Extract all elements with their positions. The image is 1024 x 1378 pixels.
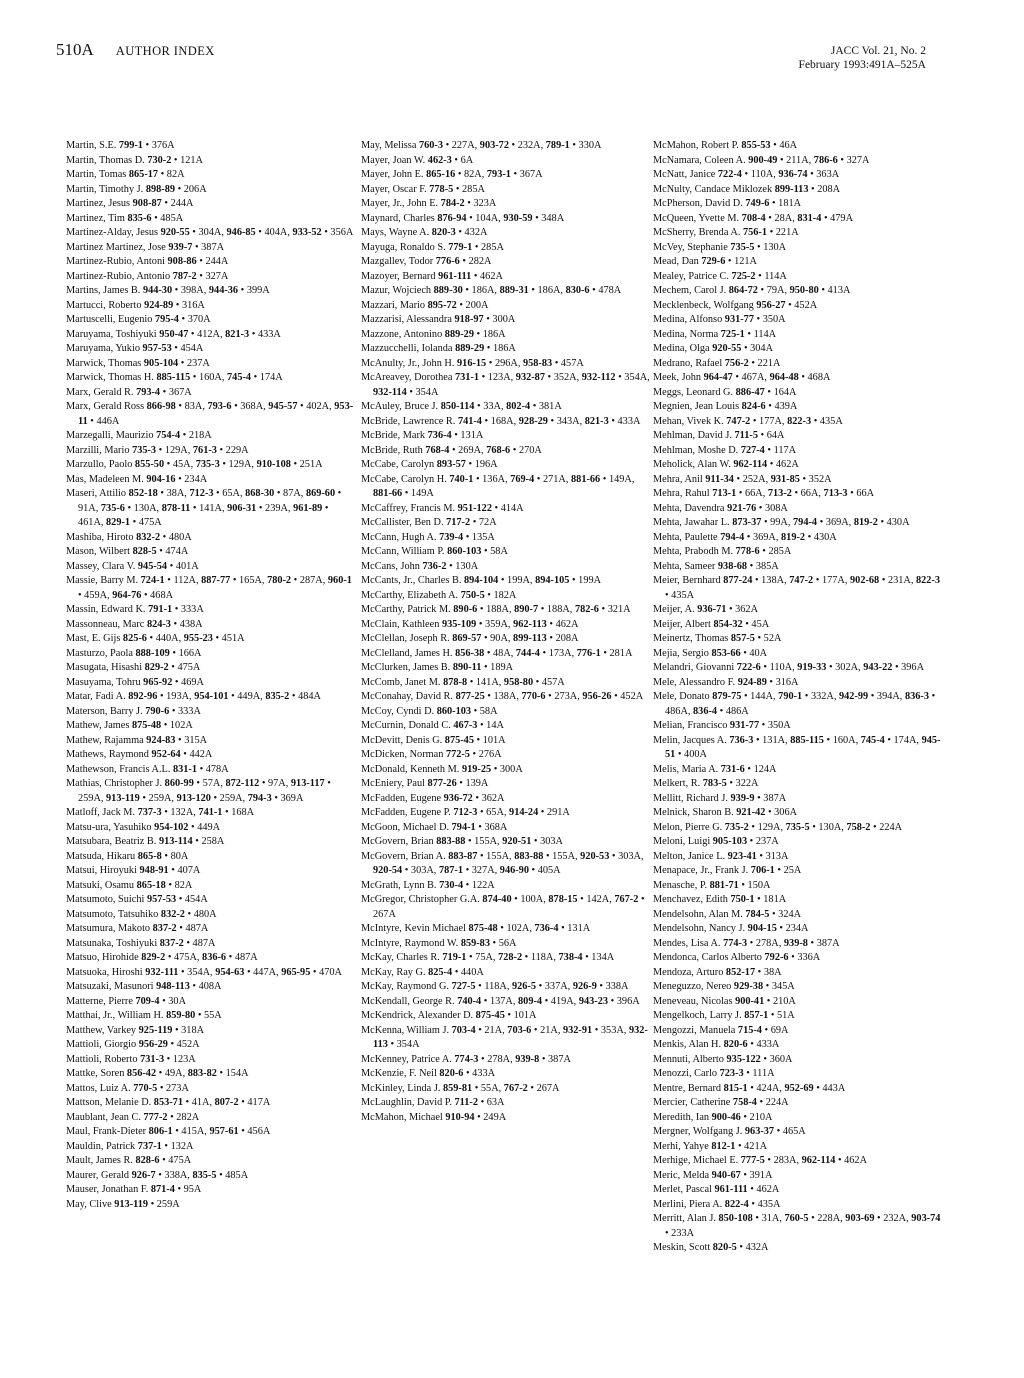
index-entry: Matthew, Varkey 925-119 • 318A (66, 1024, 205, 1036)
index-entry: McEniery, Paul 877-26 • 139A (361, 778, 489, 789)
index-entry: Mehta, Sameer 938-68 • 385A (653, 560, 779, 572)
index-entry: Maynard, Charles 876-94 • 104A, 930-59 • 348A (361, 212, 565, 224)
index-entry: Mennuti, Alberto 935-122 • 360A (653, 1053, 793, 1065)
index-entry: McKenzie, F. Neil 820-6 • 433A (361, 1068, 496, 1079)
index-entry: McCarthy, Elizabeth A. 750-5 • 182A (361, 589, 517, 601)
index-entry: Mattke, Soren 856-42 • 49A, 883-82 • 154A (66, 1068, 249, 1079)
index-entry: Marwick, Thomas 905-104 • 237A (66, 357, 210, 369)
index-entry: Martinez, Tim 835-6 • 485A (66, 212, 184, 224)
index-entry: Mattos, Luiz A. 770-5 • 273A (66, 1082, 189, 1094)
index-entry: Melandri, Giovanni 722-6 • 110A, 919-33 • 302A, 943-22 • 396A (653, 662, 925, 673)
index-entry: Massonneau, Marc 824-3 • 438A (66, 618, 203, 630)
index-entry: McNamara, Coleen A. 900-49 • 211A, 786-6 • 327A (653, 154, 870, 166)
index-entry: Mehlman, Moshe D. 727-4 • 117A (653, 444, 797, 456)
index-entry: Marzilli, Mario 735-3 • 129A, 761-3 • 229A (66, 444, 249, 456)
page-number: 510A (56, 40, 94, 59)
index-entry: Mealey, Patrice C. 725-2 • 114A (653, 270, 787, 282)
index-entry: Mayer, Joan W. 462-3 • 6A (361, 154, 474, 166)
index-entry: Mazoyer, Bernard 961-111 • 462A (361, 270, 503, 282)
index-entry: Matsubara, Beatriz B. 913-114 • 258A (66, 836, 225, 847)
index-entry: Marwick, Thomas H. 885-115 • 160A, 745-4 • 174A (66, 372, 283, 383)
index-entry: McKay, Raymond G. 727-5 • 118A, 926-5 • 337A, 926-9 • 338A (361, 981, 629, 992)
index-entry: Masugata, Hisashi 829-2 • 475A (66, 662, 201, 673)
index-entry: Medina, Alfonso 931-77 • 350A (653, 314, 786, 325)
index-entry: Meredith, Ian 900-46 • 210A (653, 1111, 773, 1123)
index-entry: Mathewson, Francis A.L. 831-1 • 478A (66, 763, 229, 775)
index-entry: McCallister, Ben D. 717-2 • 72A (361, 517, 497, 528)
index-entry: Merhige, Michael E. 777-5 • 283A, 962-114 • 462A (653, 1155, 868, 1166)
index-entry: Martinez-Rubio, Antoni 908-86 • 244A (66, 256, 229, 267)
index-entry: Massin, Edward K. 791-1 • 333A (66, 604, 204, 615)
index-entry: Martinez-Rubio, Antonio 787-2 • 327A (66, 270, 229, 282)
index-entry: McCann, Hugh A. 739-4 • 135A (361, 531, 495, 543)
index-entry: Meggs, Leonard G. 886-47 • 164A (653, 386, 797, 398)
index-entry: Menozzi, Carlo 723-3 • 111A (653, 1068, 775, 1079)
index-entry: Mercier, Catherine 758-4 • 224A (653, 1097, 789, 1108)
index-entry: Matsuda, Hikaru 865-8 • 80A (66, 850, 189, 862)
index-entry: Mergner, Wolfgang J. 963-37 • 465A (653, 1126, 806, 1137)
running-header-left (56, 40, 215, 60)
index-entry: McLaughlin, David P. 711-2 • 63A (361, 1097, 505, 1108)
index-entry: Matsui, Hiroyuki 948-91 • 407A (66, 865, 201, 876)
index-entry: Mazzarisi, Alessandra 918-97 • 300A (361, 314, 516, 325)
index-entry: McGregor, Christopher G.A. 874-40 • 100A, 878-15 • 142A, 767-2 • 267A (361, 894, 645, 920)
index-columns (66, 139, 946, 1256)
index-entry: McGoon, Michael D. 794-1 • 368A (361, 821, 508, 833)
index-entry: Maseri, Attilio 852-18 • 38A, 712-3 • 65A, 868-30 • 87A, 869-60 • 91A, 735-6 • 130A, 878-11 • 141A, 906-31 • 239A, 961-89 • 461A, 829-1 • 475A (66, 488, 342, 528)
index-entry: McCann, William P. 860-103 • 58A (361, 546, 508, 557)
index-entry: Mengelkoch, Larry J. 857-1 • 51A (653, 1010, 795, 1021)
index-entry: Materson, Barry J. 790-6 • 333A (66, 705, 201, 717)
index-entry: Mayer, Oscar F. 778-5 • 285A (361, 183, 485, 195)
index-entry: Mazgallev, Todor 776-6 • 282A (361, 256, 492, 267)
index-entry: Masuyama, Tohru 965-92 • 469A (66, 676, 204, 688)
index-entry: Mendes, Lisa A. 774-3 • 278A, 939-8 • 387A (653, 937, 840, 949)
journal-citation: JACC Vol. 21, No. 2 (830, 45, 926, 57)
index-entry: Mehra, Rahul 713-1 • 66A, 713-2 • 66A, 713-3 • 66A (653, 488, 875, 499)
index-entry: McGovern, Brian 883-88 • 155A, 920-51 • 303A (361, 836, 563, 847)
index-entry: Mauldin, Patrick 737-1 • 132A (66, 1140, 194, 1152)
index-entry: Mengozzi, Manuela 715-4 • 69A (653, 1024, 789, 1036)
index-entry: Mathew, Rajamma 924-83 • 315A (66, 734, 208, 746)
index-entry: Mehta, Jawahar L. 873-37 • 99A, 794-4 • 369A, 819-2 • 430A (653, 517, 910, 528)
index-entry: Masturzo, Paola 888-109 • 166A (66, 647, 202, 659)
index-entry: Mayer, John E. 865-16 • 82A, 793-1 • 367A (361, 169, 543, 180)
index-entry: McQueen, Yvette M. 708-4 • 28A, 831-4 • 479A (653, 212, 854, 224)
index-column-1 (66, 139, 356, 1256)
index-entry: Mazzucchelli, Iolanda 889-29 • 186A (361, 343, 516, 354)
index-entry: Meric, Melda 940-67 • 391A (653, 1169, 773, 1181)
index-entry: Mentre, Bernard 815-1 • 424A, 952-69 • 443A (653, 1082, 846, 1094)
index-entry: McAreavey, Dorothea 731-1 • 123A, 932-87 • 352A, 932-112 • 354A, 932-114 • 354A (361, 372, 650, 398)
index-entry: Mehlman, David J. 711-5 • 64A (653, 430, 785, 441)
index-entry: McCaffrey, Francis M. 951-122 • 414A (361, 502, 524, 514)
index-column-2 (361, 139, 653, 1256)
index-entry: Maurer, Gerald 926-7 • 338A, 835-5 • 485A (66, 1169, 249, 1181)
index-entry: Matsuoka, Hiroshi 932-111 • 354A, 954-63 • 447A, 965-95 • 470A (66, 966, 342, 978)
index-entry: McDevitt, Denis G. 875-45 • 101A (361, 734, 506, 746)
index-entry: Medina, Norma 725-1 • 114A (653, 328, 777, 340)
running-header-right (799, 44, 926, 72)
index-entry: Meneveau, Nicolas 900-41 • 210A (653, 995, 796, 1007)
index-entry: Mehra, Anil 911-34 • 252A, 931-85 • 352A (653, 473, 832, 485)
index-entry: Mattioli, Giorgio 956-29 • 452A (66, 1039, 200, 1050)
index-entry: Mehta, Davendra 921-76 • 308A (653, 502, 788, 514)
index-entry: Matsuo, Hirohide 829-2 • 475A, 836-6 • 487A (66, 952, 258, 963)
index-entry: Martin, S.E. 799-1 • 376A (66, 140, 175, 151)
index-entry: Matthai, Jr., William H. 859-80 • 55A (66, 1010, 222, 1021)
index-entry: Mas, Madeleen M. 904-16 • 234A (66, 473, 208, 485)
index-entry: McIntyre, Kevin Michael 875-48 • 102A, 736-4 • 131A (361, 923, 591, 934)
index-entry: Menasche, P. 881-71 • 150A (653, 879, 771, 891)
index-entry: Merritt, Alan J. 850-108 • 31A, 760-5 • 228A, 903-69 • 232A, 903-74 • 233A (653, 1213, 941, 1239)
index-entry: McKay, Ray G. 825-4 • 440A (361, 966, 484, 978)
index-entry: McGovern, Brian A. 883-87 • 155A, 883-88 • 155A, 920-53 • 303A, 920-54 • 303A, 787-1 • 327A, 946-90 • 405A (361, 850, 644, 876)
index-entry: McClain, Kathleen 935-109 • 359A, 962-113 • 462A (361, 618, 579, 630)
issue-date: February 1993:491A–525A (798, 59, 926, 71)
index-entry: Maruyama, Yukio 957-53 • 454A (66, 343, 204, 354)
index-entry: Mejia, Sergio 853-66 • 40A (653, 647, 768, 659)
index-entry: Mathew, James 875-48 • 102A (66, 720, 193, 731)
index-entry: Mayer, Jr., John E. 784-2 • 323A (361, 198, 497, 209)
index-entry: Mason, Wilbert 828-5 • 474A (66, 546, 189, 557)
index-entry: Merlet, Pascal 961-111 • 462A (653, 1184, 780, 1195)
index-entry: Martinez Martinez, Jose 939-7 • 387A (66, 241, 225, 253)
index-entry: Meneguzzo, Nereo 929-38 • 345A (653, 981, 795, 992)
index-entry: McCants, Jr., Charles B. 894-104 • 199A, 894-105 • 199A (361, 575, 602, 586)
index-entry: Mellitt, Richard J. 939-9 • 387A (653, 792, 787, 804)
index-entry: McCarthy, Patrick M. 890-6 • 188A, 890-7 • 188A, 782-6 • 321A (361, 604, 631, 615)
index-entry: Mele, Donato 879-75 • 144A, 790-1 • 332A, 942-99 • 394A, 836-3 • 486A, 836-4 • 486A (653, 691, 936, 717)
index-entry: Melis, Maria A. 731-6 • 124A (653, 763, 777, 775)
index-entry: McKendall, George R. 740-4 • 137A, 809-4 • 419A, 943-23 • 396A (361, 995, 640, 1007)
index-entry: McKenney, Patrice A. 774-3 • 278A, 939-8 • 387A (361, 1053, 571, 1065)
index-entry: Martin, Tomas 865-17 • 82A (66, 169, 185, 180)
index-entry: McFadden, Eugene P. 712-3 • 65A, 914-24 • 291A (361, 807, 570, 818)
index-entry: Martin, Timothy J. 898-89 • 206A (66, 183, 207, 195)
index-entry: Melton, Janice L. 923-41 • 313A (653, 850, 789, 862)
index-entry: Mead, Dan 729-6 • 121A (653, 256, 757, 267)
index-entry: Massie, Barry M. 724-1 • 112A, 887-77 • 165A, 780-2 • 287A, 960-1 • 459A, 964-76 • 468A (66, 575, 352, 601)
index-entry: Mendonca, Carlos Alberto 792-6 • 336A (653, 952, 821, 963)
index-entry: Maublant, Jean C. 777-2 • 282A (66, 1111, 200, 1123)
index-entry: May, Clive 913-119 • 259A (66, 1198, 180, 1210)
index-entry: Medina, Olga 920-55 • 304A (653, 343, 774, 354)
index-entry: McAuley, Bruce J. 850-114 • 33A, 802-4 • 381A (361, 401, 562, 412)
index-entry: Mathews, Raymond 952-64 • 442A (66, 749, 213, 760)
index-entry: Mendoza, Arturo 852-17 • 38A (653, 966, 782, 978)
index-entry: Matsuki, Osamu 865-18 • 82A (66, 879, 193, 891)
index-entry: McClurken, James B. 890-11 • 189A (361, 662, 514, 673)
index-entry: Mattioli, Roberto 731-3 • 123A (66, 1053, 196, 1065)
index-entry: McKenna, William J. 703-4 • 21A, 703-6 • 21A, 932-91 • 353A, 932-113 • 354A (361, 1024, 648, 1050)
index-entry: Martucci, Roberto 924-89 • 316A (66, 299, 205, 311)
index-entry: Mazzari, Mario 895-72 • 200A (361, 299, 489, 311)
index-entry: McBride, Mark 736-4 • 131A (361, 430, 484, 441)
index-entry: McKinley, Linda J. 859-81 • 55A, 767-2 • 267A (361, 1082, 560, 1094)
index-entry: Mays, Wayne A. 820-3 • 432A (361, 227, 488, 238)
index-entry: Meek, John 964-47 • 467A, 964-48 • 468A (653, 372, 831, 383)
index-entry: Matsumoto, Suichi 957-53 • 454A (66, 894, 208, 905)
index-entry: May, Melissa 760-3 • 227A, 903-72 • 232A, 789-1 • 330A (361, 140, 602, 151)
index-entry: Marzegalli, Maurizio 754-4 • 218A (66, 430, 212, 441)
index-entry: McCabe, Carolyn H. 740-1 • 136A, 769-4 • 271A, 881-66 • 149A, 881-66 • 149A (361, 473, 635, 499)
index-entry: McBride, Lawrence R. 741-4 • 168A, 928-29 • 343A, 821-3 • 433A (361, 415, 641, 427)
index-entry: Mathias, Christopher J. 860-99 • 57A, 872-112 • 97A, 913-117 • 259A, 913-119 • 259A, 913-120 • 259A, 794-3 • 369A (66, 778, 331, 804)
index-entry: Maruyama, Toshiyuki 950-47 • 412A, 821-3 • 433A (66, 328, 281, 340)
index-entry: Mauser, Jonathan F. 871-4 • 95A (66, 1184, 202, 1195)
index-entry: Menkis, Alan H. 820-6 • 433A (653, 1039, 780, 1050)
index-entry: Meier, Bernhard 877-24 • 138A, 747-2 • 177A, 902-68 • 231A, 822-3 • 435A (653, 575, 941, 601)
index-entry: Marx, Gerald Ross 866-98 • 83A, 793-6 • 368A, 945-57 • 402A, 953-11 • 446A (66, 401, 354, 427)
index-entry: Melkert, R. 783-5 • 322A (653, 778, 759, 789)
index-entry: Matsumura, Makoto 837-2 • 487A (66, 923, 209, 934)
index-entry: McSherry, Brenda A. 756-1 • 221A (653, 227, 799, 238)
index-entry: Merlini, Piera A. 822-4 • 435A (653, 1198, 781, 1210)
index-entry: McMahon, Michael 910-94 • 249A (361, 1111, 507, 1123)
index-entry: McIntyre, Raymond W. 859-83 • 56A (361, 937, 517, 949)
index-entry: McDonald, Kenneth M. 919-25 • 300A (361, 763, 523, 775)
index-entry: Mehan, Vivek K. 747-2 • 177A, 822-3 • 435A (653, 415, 843, 427)
index-entry: Martinez, Jesus 908-87 • 244A (66, 198, 194, 209)
index-entry: Melnick, Sharon B. 921-42 • 306A (653, 807, 798, 818)
index-entry: McCans, John 736-2 • 130A (361, 560, 479, 572)
index-entry: Mault, James R. 828-6 • 475A (66, 1155, 192, 1166)
index-entry: McCoy, Cyndi D. 860-103 • 58A (361, 705, 498, 717)
index-entry: Meijer, A. 936-71 • 362A (653, 604, 759, 615)
index-entry: Martinez-Alday, Jesus 920-55 • 304A, 946-85 • 404A, 933-52 • 356A (66, 227, 354, 238)
index-entry: Mazzone, Antonino 889-29 • 186A (361, 328, 506, 340)
index-entry: McClelland, James H. 856-38 • 48A, 744-4 • 173A, 776-1 • 281A (361, 647, 633, 659)
index-entry: Matloff, Jack M. 737-3 • 132A, 741-1 • 168A (66, 807, 255, 818)
index-entry: Meskin, Scott 820-5 • 432A (653, 1242, 769, 1253)
index-entry: McBride, Ruth 768-4 • 269A, 768-6 • 270A (361, 444, 542, 456)
index-entry: Mendelsohn, Alan M. 784-5 • 324A (653, 908, 802, 920)
index-entry: Menapace, Jr., Frank J. 706-1 • 25A (653, 865, 802, 876)
index-entry: Merhi, Yahye 812-1 • 421A (653, 1140, 768, 1152)
index-entry: McFadden, Eugene 936-72 • 362A (361, 792, 505, 804)
index-entry: Meijer, Albert 854-32 • 45A (653, 618, 770, 630)
index-entry: Mecklenbeck, Wolfgang 956-27 • 452A (653, 299, 818, 311)
index-entry: Marzullo, Paolo 855-50 • 45A, 735-3 • 129A, 910-108 • 251A (66, 459, 323, 470)
index-entry: Matsuzaki, Masunori 948-113 • 408A (66, 981, 222, 992)
index-entry: Matterne, Pierre 709-4 • 30A (66, 995, 187, 1007)
index-column-3 (653, 139, 946, 1256)
index-entry: McPherson, David D. 749-6 • 181A (653, 198, 802, 209)
index-entry: Melian, Francisco 931-77 • 350A (653, 720, 791, 731)
index-entry: Megnien, Jean Louis 824-6 • 439A (653, 401, 798, 412)
index-entry: McKay, Charles R. 719-1 • 75A, 728-2 • 118A, 738-4 • 134A (361, 952, 615, 963)
index-entry: McDicken, Norman 772-5 • 276A (361, 749, 502, 760)
index-entry: Mehta, Prabodh M. 778-6 • 285A (653, 546, 792, 557)
index-entry: McMahon, Robert P. 855-53 • 46A (653, 140, 798, 151)
index-entry: McClellan, Joseph R. 869-57 • 90A, 899-113 • 208A (361, 633, 579, 644)
index-entry: McCabe, Carolyn 893-57 • 196A (361, 459, 498, 470)
index-entry: Mele, Alessandro F. 924-89 • 316A (653, 676, 799, 688)
index-entry: Mechem, Carol J. 864-72 • 79A, 950-80 • 413A (653, 285, 851, 296)
index-entry: Mast, E. Gijs 825-6 • 440A, 955-23 • 451A (66, 633, 245, 644)
index-entry: Mazur, Wojciech 889-30 • 186A, 889-31 • 186A, 830-6 • 478A (361, 285, 622, 296)
index-entry: Martuscelli, Eugenio 795-4 • 370A (66, 314, 211, 325)
index-entry: Maul, Frank-Dieter 806-1 • 415A, 957-61 • 456A (66, 1126, 271, 1137)
index-entry: Mendelsohn, Nancy J. 904-15 • 234A (653, 923, 809, 934)
index-entry: Meinertz, Thomas 857-5 • 52A (653, 633, 782, 644)
index-entry: Massey, Clara V. 945-54 • 401A (66, 560, 199, 572)
index-entry: Mashiba, Hiroto 832-2 • 480A (66, 531, 192, 543)
index-entry: McVey, Stephanie 735-5 • 130A (653, 241, 787, 253)
index-entry: Mehta, Paulette 794-4 • 369A, 819-2 • 430A (653, 531, 837, 543)
index-entry: Melin, Jacques A. 736-3 • 131A, 885-115 • 160A, 745-4 • 174A, 945-51 • 400A (653, 734, 941, 760)
index-entry: Meholick, Alan W. 962-114 • 462A (653, 459, 799, 470)
index-entry: Martin, Thomas D. 730-2 • 121A (66, 154, 203, 166)
index-entry: Martins, James B. 944-30 • 398A, 944-36 • 399A (66, 285, 270, 296)
index-entry: McComb, Janet M. 878-8 • 141A, 958-80 • 457A (361, 676, 565, 688)
index-entry: Menchavez, Edith 750-1 • 181A (653, 894, 787, 905)
index-entry: Marx, Gerald R. 793-4 • 367A (66, 386, 192, 398)
index-entry: Matsunaka, Toshiyuki 837-2 • 487A (66, 937, 216, 949)
index-entry: McConahay, David R. 877-25 • 138A, 770-6 • 273A, 956-26 • 452A (361, 691, 644, 702)
index-entry: McGrath, Lynn B. 730-4 • 122A (361, 879, 495, 891)
index-entry: McNulty, Candace Miklozek 899-113 • 208A (653, 183, 841, 195)
index-entry: McNatt, Janice 722-4 • 110A, 936-74 • 363A (653, 169, 840, 180)
index-entry: Matsumoto, Tatsuhiko 832-2 • 480A (66, 908, 217, 920)
index-entry: Melon, Pierre G. 735-2 • 129A, 735-5 • 130A, 758-2 • 224A (653, 821, 903, 833)
section-title: AUTHOR INDEX (115, 44, 215, 58)
index-entry: McCurnin, Donald C. 467-3 • 14A (361, 720, 504, 731)
index-entry: Mattson, Melanie D. 853-71 • 41A, 807-2 • 417A (66, 1097, 271, 1108)
index-entry: McAnulty, Jr., John H. 916-15 • 296A, 958-83 • 457A (361, 357, 584, 369)
index-entry: McKendrick, Alexander D. 875-45 • 101A (361, 1010, 537, 1021)
index-entry: Matar, Fadi A. 892-96 • 193A, 954-101 • 449A, 835-2 • 484A (66, 691, 321, 702)
index-entry: Mayuga, Ronaldo S. 779-1 • 285A (361, 241, 504, 253)
index-entry: Matsu-ura, Yasuhiko 954-102 • 449A (66, 821, 221, 833)
index-entry: Meloni, Luigi 905-103 • 237A (653, 836, 779, 847)
index-entry: Medrano, Rafael 756-2 • 221A (653, 357, 781, 369)
